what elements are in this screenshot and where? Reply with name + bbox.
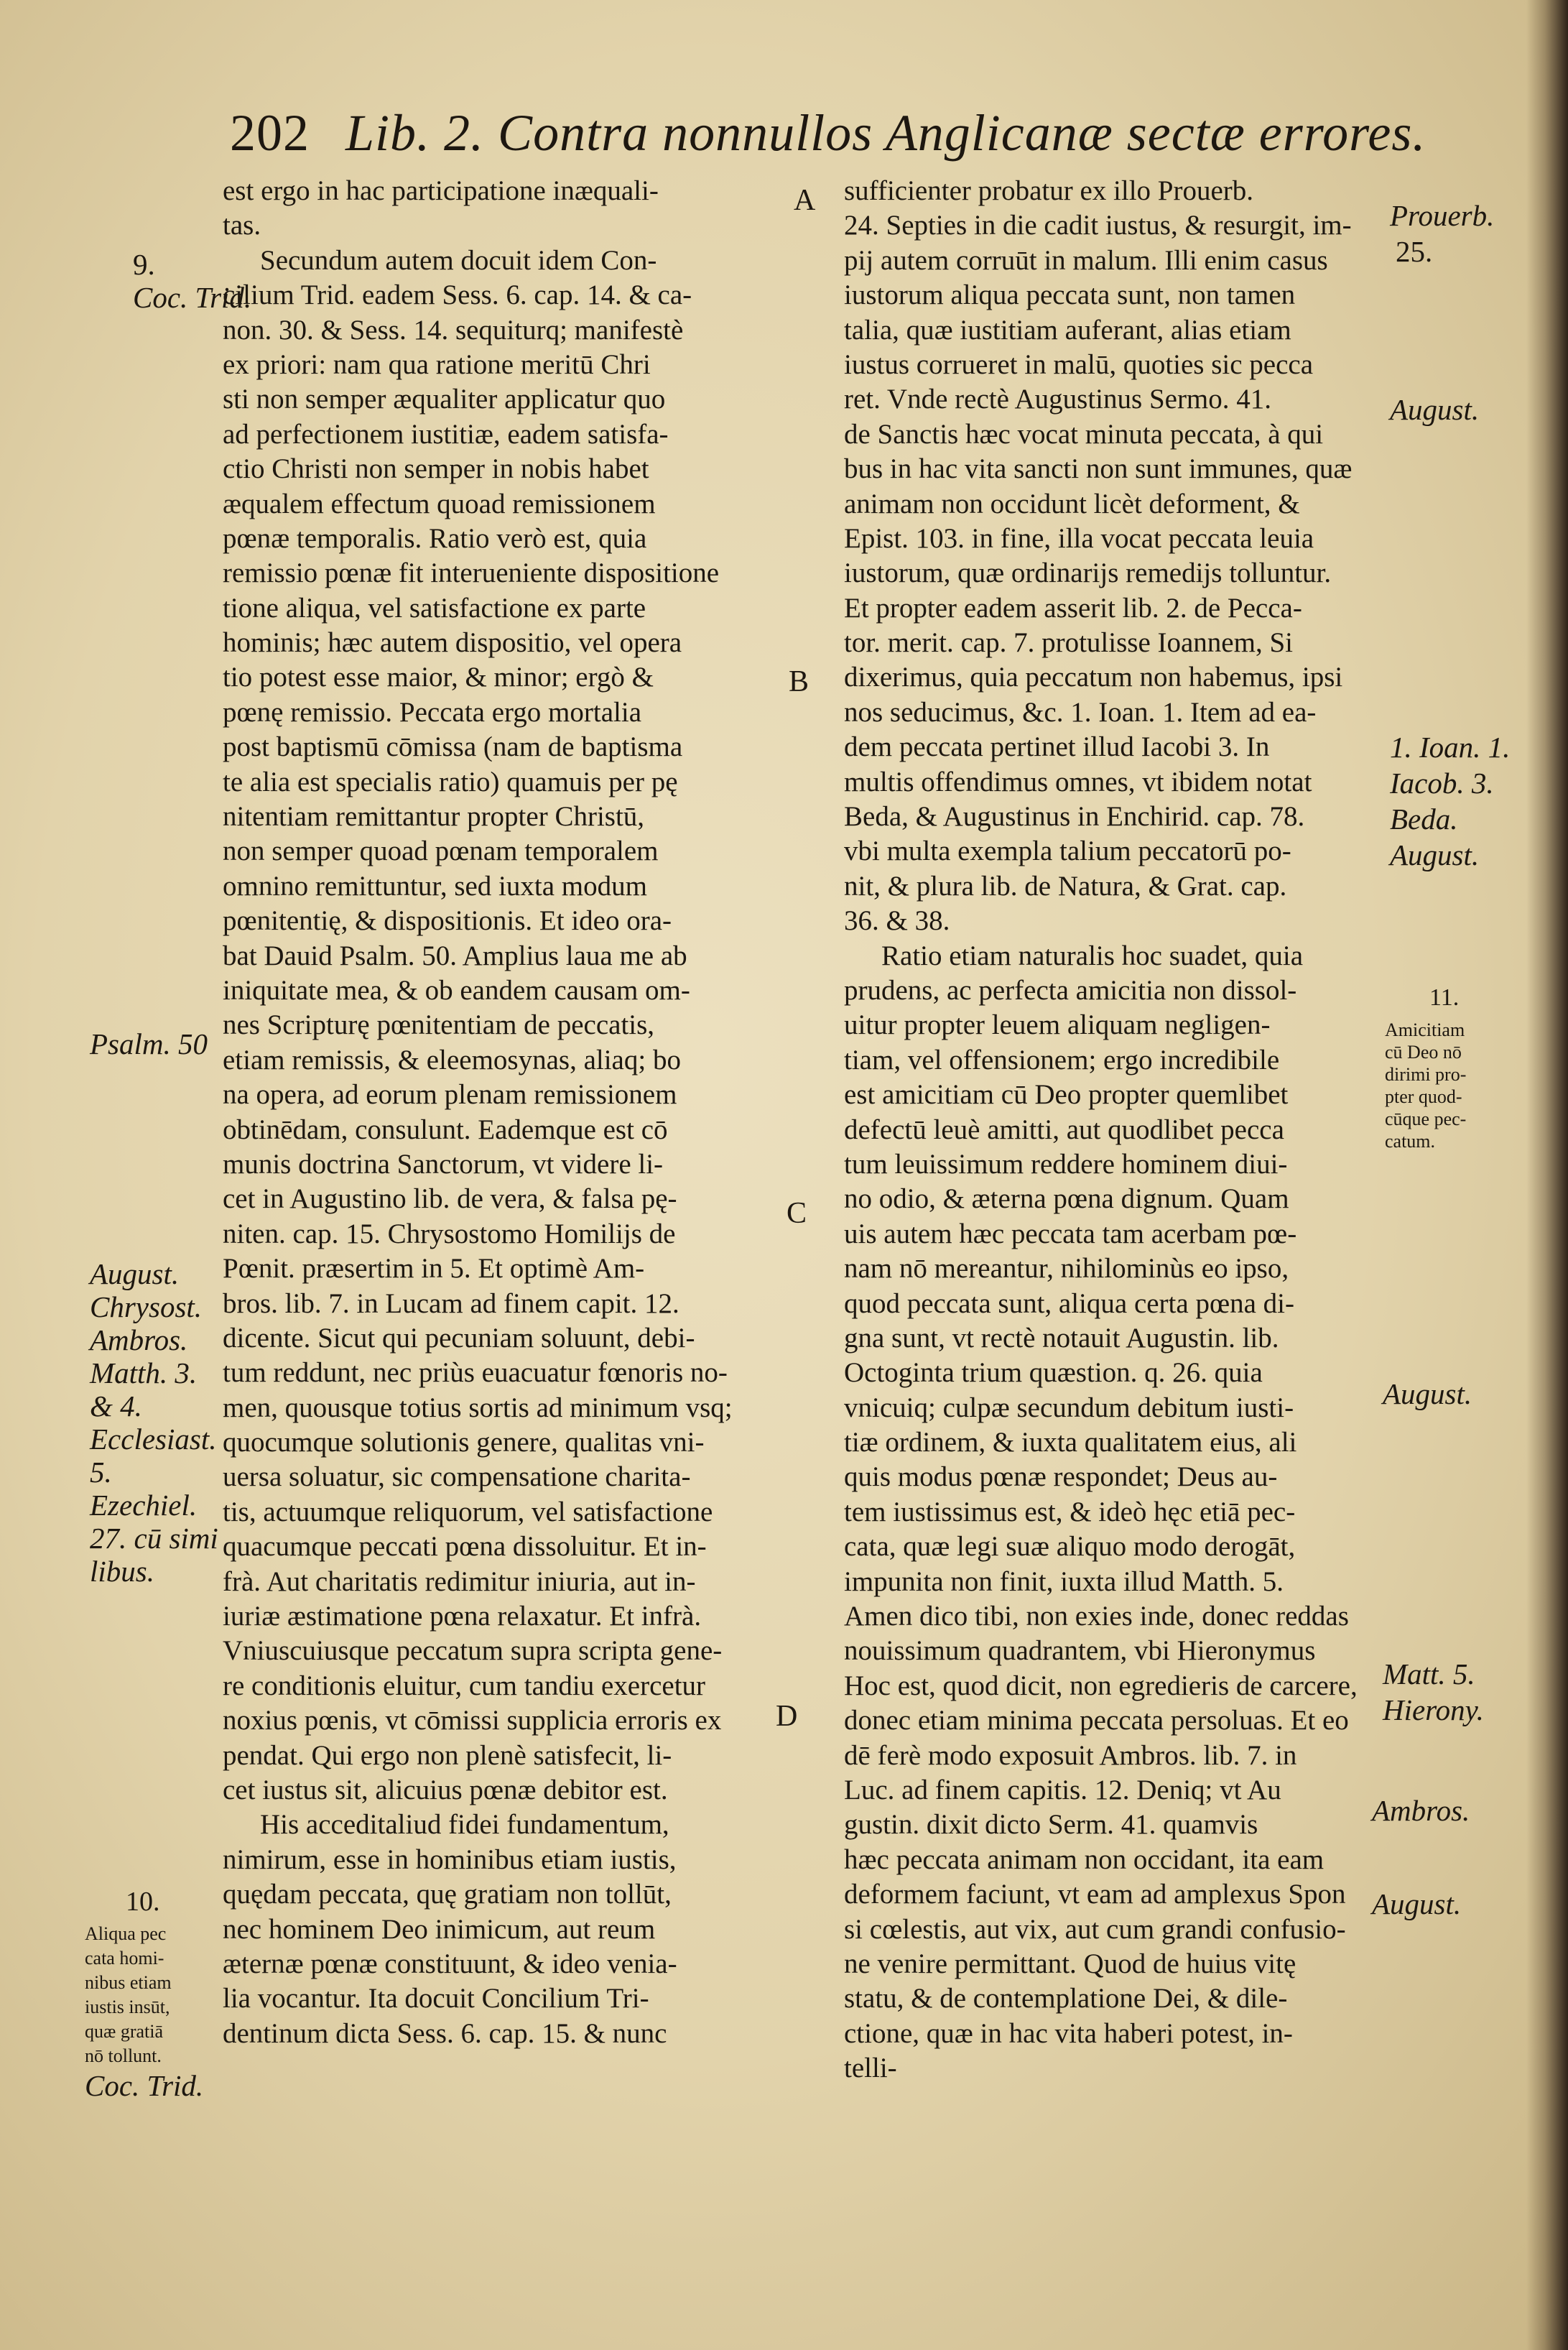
text-line: non. 30. & Sess. 14. sequiturq; manifestè	[223, 314, 684, 346]
text-column-right	[844, 174, 1393, 2086]
text-line: animam non occidunt licèt deforment, &	[844, 488, 1300, 519]
text-line: Epist. 103. in fine, illa vocat peccata leuia	[844, 522, 1314, 554]
text-line: quędam peccata, quę gratiam non tollūt,	[223, 1879, 672, 1910]
margin-note-11: Amicitiam cū Deo nō dirimi pro- pter quod- cūque pec- catum.	[1385, 1019, 1467, 1152]
text-line: pendat. Qui ergo non plenè satisfecit, li-	[223, 1739, 672, 1771]
text-line: æternæ pœnæ constituunt, & ideo venia-	[223, 1948, 677, 1979]
text-line: ex priori: nam qua ratione meritū Chri	[223, 348, 651, 380]
text-line: Luc. ad finem capitis. 12. Deniq; vt Au	[844, 1774, 1281, 1805]
text-line: tio potest esse maior, & minor; ergò &	[223, 662, 654, 693]
text-line: Secundum autem docuit idem Con-	[260, 244, 657, 276]
text-line: munis doctrina Sanctorum, vt videre li-	[223, 1148, 664, 1180]
margin-note-10: Aliqua pec cata homi- nibus etiam iustis insūt, quæ gratiā nō tollunt.	[85, 1923, 172, 2066]
text-line: nos seducimus, &c. 1. Ioan. 1. Item ad ea-	[844, 696, 1317, 728]
text-line: bat Dauid Psalm. 50. Amplius laua me ab	[223, 940, 687, 971]
text-line: dentinum dicta Sess. 6. cap. 15. & nunc	[223, 2017, 667, 2049]
text-line: pœnitentię, & dispositionis. Et ideo ora-	[223, 905, 672, 937]
text-line: cilium Trid. eadem Sess. 6. cap. 14. & ca-	[223, 279, 692, 311]
running-header	[230, 93, 1426, 172]
text-line: statu, & de contemplatione Dei, & dile-	[844, 1983, 1288, 2014]
margin-note-ioan: 1. Ioan. 1. Iacob. 3. Beda. August.	[1390, 731, 1511, 871]
text-line: cet iustus sit, alicuius pœnæ debitor est.	[223, 1774, 668, 1805]
text-line: vnicuiq; culpæ secundum debitum iusti-	[844, 1392, 1294, 1423]
text-line: nec hominem Deo inimicum, aut reum	[223, 1913, 656, 1945]
text-line: vbi multa exempla talium peccatorū po-	[844, 836, 1291, 867]
text-line: nit, & plura lib. de Natura, & Grat. cap.	[844, 870, 1287, 902]
text-line: Ratio etiam naturalis hoc suadet, quia	[881, 940, 1303, 971]
text-line: nouissimum quadrantem, vbi Hieronymus	[844, 1635, 1316, 1667]
text-line: Vniuscuiusque peccatum supra scripta gene-	[223, 1635, 723, 1667]
text-line: tum leuissimum reddere hominem diui-	[844, 1148, 1288, 1180]
text-line: etiam remissis, & eleemosynas, aliaq; bo	[223, 1044, 681, 1075]
text-line: est amicitiam cū Deo propter quemlibet	[844, 1079, 1289, 1111]
text-line: cet in Augustino lib. de vera, & falsa pę-	[223, 1183, 677, 1215]
text-line: te alia est specialis ratio) quamuis per pę	[223, 766, 678, 797]
margin-note-9: 9. Coc. Trid.	[133, 248, 252, 314]
text-line: impunita non finit, iuxta illud Matth. 5.	[844, 1565, 1284, 1597]
section-letter-d: D	[776, 1700, 798, 1733]
text-line: pœnę remissio. Peccata ergo mortalia	[223, 696, 642, 728]
margin-note-prouerb: Prouerb. 25.	[1390, 199, 1495, 268]
text-line: no odio, & æterna pœna dignum. Quam	[844, 1183, 1289, 1215]
text-line: tis, actuumque reliquorum, vel satisfactione	[223, 1496, 713, 1527]
margin-note-matt: Matt. 5. Hierony.	[1383, 1657, 1484, 1726]
margin-note-10-ref: Coc. Trid.	[85, 2069, 204, 2102]
margin-note-august-1: August.	[1390, 393, 1480, 426]
text-line: post baptismū cōmissa (nam de baptisma	[223, 731, 683, 763]
text-line: obtinēdam, consulunt. Eademque est cō	[223, 1114, 668, 1145]
section-letter-a: A	[794, 184, 816, 217]
text-line: tiæ ordinem, & iuxta qualitatem eius, ali	[844, 1427, 1297, 1458]
text-line: Octoginta trium quæstion. q. 26. quia	[844, 1357, 1263, 1389]
text-line: talia, quæ iustitiam auferant, alias etiam	[844, 314, 1291, 346]
text-line: gna sunt, vt rectè notauit Augustin. lib.	[844, 1322, 1279, 1354]
margin-note-psalm: Psalm. 50	[90, 1027, 208, 1060]
text-line: defectū leuè amitti, aut quodlibet pecca	[844, 1114, 1284, 1145]
text-line: iustus corrueret in malū, quoties sic pecca	[844, 348, 1314, 380]
text-line: telli-	[844, 2053, 897, 2084]
text-line: dem peccata pertinet illud Iacobi 3. In	[844, 731, 1270, 763]
text-line: tum reddunt, nec priùs euacuatur fœnoris no-	[223, 1357, 728, 1389]
text-line: iustorum, quæ ordinarijs remedijs tolluntur.	[844, 558, 1332, 589]
text-line: Beda, & Augustinus in Enchirid. cap. 78.	[844, 801, 1305, 833]
text-line: nitentiam remittantur propter Christū,	[223, 801, 645, 833]
section-letter-b: B	[789, 665, 809, 698]
text-line: est ergo in hac participatione inæquali-	[223, 175, 659, 206]
text-line: sti non semper æqualiter applicatur quo	[223, 384, 666, 415]
text-line: iuriæ æstimatione pœna relaxatur. Et infrà.	[223, 1601, 702, 1632]
text-line: cata, quæ legi suæ aliquo modo derogāt,	[844, 1531, 1296, 1563]
text-line: na opera, ad eorum plenam remissionem	[223, 1079, 677, 1111]
text-line: tem iustissimus est, & ideò hęc etiā pec-	[844, 1496, 1296, 1527]
text-line: niten. cap. 15. Chrysostomo Homilijs de	[223, 1218, 676, 1249]
text-line: re conditionis eluitur, cum tandiu exercetur	[223, 1670, 706, 1701]
text-line: uersa soluatur, sic compensatione charita-	[223, 1461, 691, 1493]
margin-note-august-4: August.	[1372, 1887, 1462, 1920]
text-line: quod peccata sunt, aliqua certa pœna di-	[844, 1287, 1294, 1319]
text-line: ctio Christi non semper in nobis habet	[223, 453, 649, 485]
text-line: Amen dico tibi, non exies inde, donec reddas	[844, 1601, 1349, 1632]
text-line: quocumque solutionis genere, qualitas vni-	[223, 1427, 705, 1458]
text-line: pij autem corruūt in malum. Illi enim casus	[844, 244, 1328, 276]
text-line: æqualem effectum quoad remissionem	[223, 488, 656, 519]
margin-note-ambros: Ambros.	[1372, 1794, 1470, 1827]
text-line: nam nō mereantur, nihilominùs eo ipso,	[844, 1253, 1289, 1285]
text-line: dicente. Sicut qui pecuniam soluunt, debi-	[223, 1322, 695, 1354]
text-line: ret. Vnde rectè Augustinus Sermo. 41.	[844, 384, 1272, 415]
text-line: prudens, ac perfecta amicitia non dissol-	[844, 974, 1297, 1006]
text-line: tas.	[223, 210, 261, 241]
text-line: tiam, vel offensionem; ergo incredibile	[844, 1044, 1280, 1075]
margin-note-11-number: 11.	[1429, 984, 1460, 1011]
margin-note-refs: August. Chrysost. Ambros. Matth. 3. & 4. Ecclesiast. 5. Ezechiel. 27. cū simi libus.	[90, 1257, 218, 1588]
text-line: lia vocantur. Ita docuit Concilium Tri-	[223, 1983, 649, 2014]
text-line: 24. Septies in die cadit iustus, & resurgit, im-	[844, 210, 1352, 241]
text-line: sufficienter probatur ex illo Prouerb.	[844, 175, 1254, 206]
text-line: donec etiam minima peccata persoluas. Et eo	[844, 1705, 1349, 1736]
text-line: tor. merit. cap. 7. protulisse Ioannem, Si	[844, 627, 1293, 659]
text-line: omnino remittuntur, sed iuxta modum	[223, 870, 647, 902]
text-line: ne venire permittant. Quod de huius vitę	[844, 1948, 1296, 1979]
text-line: His acceditaliud fidei fundamentum,	[260, 1809, 669, 1841]
text-line: quis modus pœnæ respondet; Deus au-	[844, 1461, 1278, 1493]
section-letter-c: C	[787, 1197, 807, 1230]
text-line: de Sanctis hæc vocat minuta peccata, à qui	[844, 418, 1324, 450]
text-line: uitur propter leuem aliquam negligen-	[844, 1009, 1271, 1041]
text-line: hæc peccata animam non occidant, ita eam	[844, 1844, 1325, 1875]
text-line: bros. lib. 7. in Lucam ad finem capit. 12.	[223, 1287, 679, 1319]
text-line: men, quousque totius sortis ad minimum vsq;	[223, 1392, 733, 1423]
text-line: iniquitate mea, & ob eandem causam om-	[223, 974, 690, 1006]
text-line: pœnæ temporalis. Ratio verò est, quia	[223, 522, 647, 554]
text-line: gustin. dixit dicto Serm. 41. quamvis	[844, 1809, 1258, 1841]
margin-note-10-number: 10.	[126, 1887, 160, 1917]
text-column-left	[223, 174, 758, 2051]
text-line: Et propter eadem asserit lib. 2. de Pecca-	[844, 592, 1302, 624]
text-line: multis offendimus omnes, vt ibidem notat	[844, 766, 1312, 797]
text-line: ad perfectionem iustitiæ, eadem satisfa-	[223, 418, 669, 450]
text-line: quacumque peccati pœna dissoluitur. Et in-	[223, 1531, 707, 1563]
text-line: Pœnit. præsertim in 5. Et optimè Am-	[223, 1253, 645, 1285]
text-line: 36. & 38.	[844, 905, 950, 937]
text-line: deformem faciunt, vt eam ad amplexus Spon	[844, 1879, 1346, 1910]
text-line: hominis; hæc autem dispositio, vel opera	[223, 627, 682, 659]
text-line: non semper quoad pœnam temporalem	[223, 836, 659, 867]
text-line: si cœlestis, aut vix, aut cum grandi confusio-	[844, 1913, 1346, 1945]
text-line: nimirum, esse in hominibus etiam iustis,	[223, 1844, 677, 1875]
text-line: tione aliqua, vel satisfactione ex parte	[223, 592, 646, 624]
text-line: noxius pœnis, vt cōmissi supplicia erroris ex	[223, 1705, 722, 1736]
text-line: bus in hac vita sancti non sunt immunes, quæ	[844, 453, 1353, 485]
text-line: remissio pœnæ fit interueniente dispositione	[223, 558, 720, 589]
text-line: uis autem hæc peccata tam acerbam pœ-	[844, 1218, 1297, 1249]
text-line: ctione, quæ in hac vita haberi potest, in-	[844, 2017, 1293, 2049]
text-line: nes Scripturę pœnitentiam de peccatis,	[223, 1009, 655, 1041]
running-title: Lib. 2. Contra nonnullos Anglicanæ sectæ errores.	[345, 104, 1426, 162]
margin-note-august-3: August.	[1383, 1377, 1472, 1410]
text-line: iustorum aliqua peccata sunt, non tamen	[844, 279, 1296, 311]
page-number: 202	[230, 104, 310, 162]
text-line: frà. Aut charitatis redimitur iniuria, aut in-	[223, 1565, 696, 1597]
page-gutter-shadow	[1526, 0, 1568, 2350]
text-line: dixerimus, quia peccatum non habemus, ipsi	[844, 662, 1343, 693]
text-line: Hoc est, quod dicit, non egredieris de carcere,	[844, 1670, 1358, 1701]
text-line: dē ferè modo exposuit Ambros. lib. 7. in	[844, 1739, 1297, 1771]
